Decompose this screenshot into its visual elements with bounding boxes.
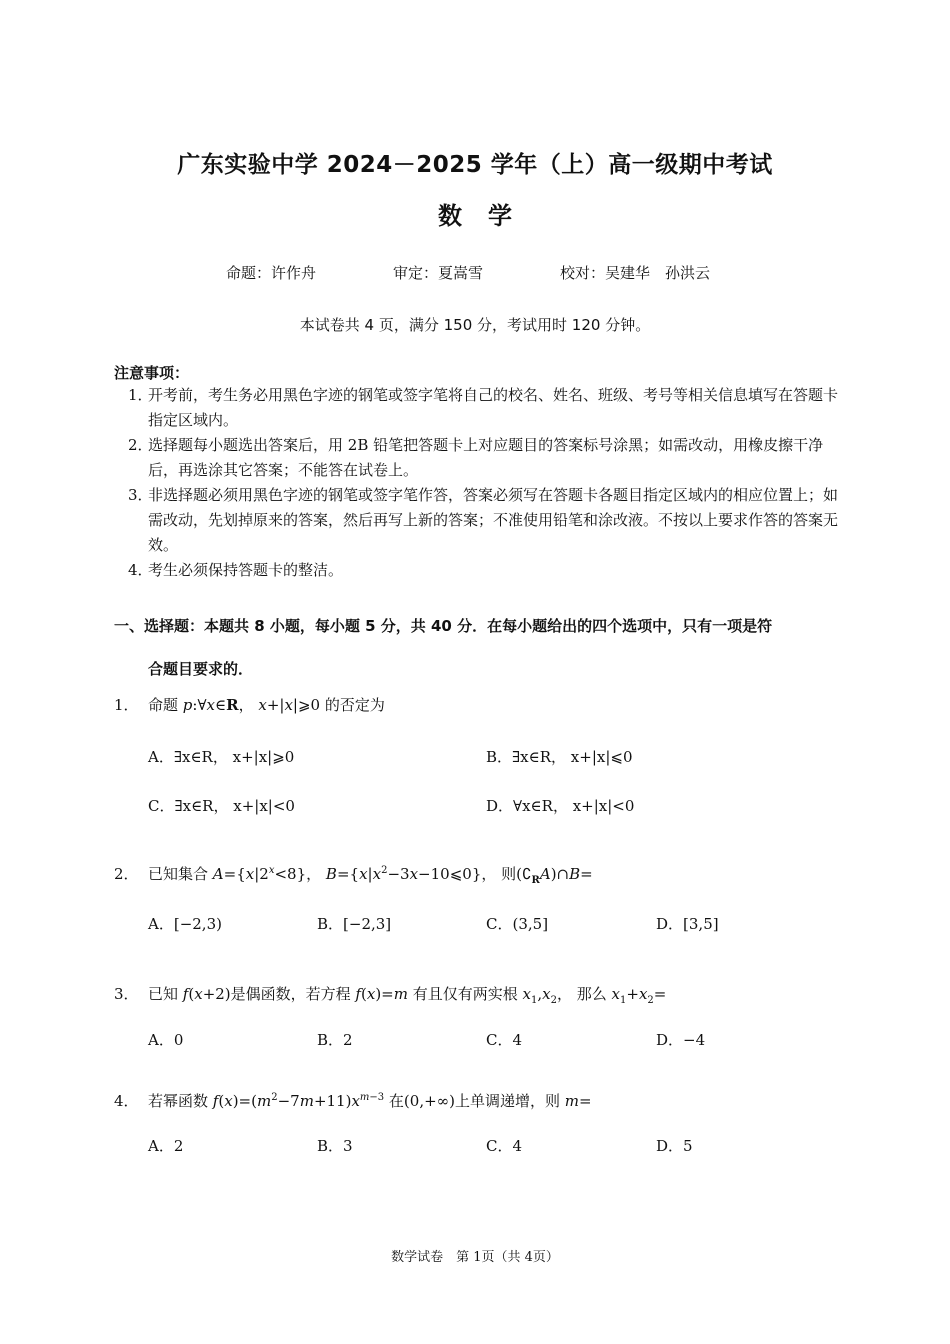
notice-heading: 注意事项： bbox=[114, 364, 190, 382]
option-label: B． bbox=[317, 915, 344, 933]
stem-prefix: 已知 bbox=[148, 985, 179, 1003]
credit-proofreader: 校对：吴建华 孙洪云 bbox=[560, 264, 711, 282]
question-stem bbox=[148, 1090, 592, 1111]
option-label: A． bbox=[148, 748, 174, 766]
option-label: A． bbox=[148, 915, 174, 933]
option-a[interactable] bbox=[148, 746, 294, 767]
exam-title: 广东实验中学 2024－2025 学年（上）高一级期中考试 bbox=[177, 152, 773, 178]
section-heading-line1: 一、选择题：本题共 8 小题，每小题 5 分，共 40 分．在每小题给出的四个选项中，只有一项是符 bbox=[114, 617, 773, 635]
option-text: [−2,3) bbox=[173, 915, 222, 933]
option-label: C． bbox=[486, 915, 513, 933]
option-b[interactable] bbox=[486, 746, 633, 767]
option-text: 4 bbox=[512, 1031, 523, 1049]
option-text: ∃x∈R， x+|x|<0 bbox=[174, 797, 295, 815]
option-b[interactable] bbox=[317, 913, 391, 934]
option-c[interactable] bbox=[486, 1029, 522, 1050]
notice-item bbox=[128, 483, 840, 558]
notice-text: 非选择题必须用黑色字迹的钢笔或签字笔作答，答案必须写在答题卡各题目指定区域内的相应位置上；如需改动，先划掉原来的答案，然后再写上新的答案；不准使用铅笔和涂改液。不按以上要求作答的答案无效。 bbox=[148, 486, 839, 554]
question-number: 4． bbox=[114, 1092, 139, 1110]
page-footer: 数学试卷 第 1页（共 4页） bbox=[391, 1250, 559, 1265]
option-a[interactable] bbox=[148, 1135, 183, 1156]
stem-math: $f(x)=(m^2-7m+11)x^{m-3}$ 在(0,+∞)上单调递增，则 m= bbox=[212, 1092, 592, 1110]
option-label: D． bbox=[656, 1031, 684, 1049]
stem-prefix: 已知集合 bbox=[148, 865, 209, 883]
option-label: B． bbox=[317, 1031, 344, 1049]
option-label: A． bbox=[148, 1137, 174, 1155]
option-label: D． bbox=[486, 797, 514, 815]
option-text: 5 bbox=[683, 1137, 693, 1155]
notice-item bbox=[128, 558, 840, 583]
option-text: 2 bbox=[343, 1031, 353, 1049]
option-label: C． bbox=[486, 1031, 513, 1049]
option-label: C． bbox=[148, 797, 175, 815]
option-label: D． bbox=[656, 1137, 684, 1155]
option-text: −4 bbox=[683, 1031, 706, 1049]
stem-prefix: 命题 bbox=[148, 696, 179, 714]
notice-item bbox=[128, 383, 840, 433]
option-d[interactable] bbox=[656, 913, 719, 934]
notice-text: 考生必须保持答题卡的整洁。 bbox=[148, 561, 344, 579]
exam-info: 本试卷共 4 页，满分 150 分，考试用时 120 分钟。 bbox=[299, 316, 651, 334]
option-text: ∀x∈R， x+|x|<0 bbox=[513, 797, 635, 815]
option-text: ∃x∈R， x+|x|⩽0 bbox=[512, 748, 633, 766]
option-c[interactable] bbox=[486, 913, 548, 934]
option-d[interactable] bbox=[656, 1029, 705, 1050]
stem-math: p:∀x∈R， x+|x|⩾0 的否定为 bbox=[182, 696, 385, 714]
option-label: B． bbox=[486, 748, 513, 766]
section-heading-line2: 合题目要求的． bbox=[148, 660, 254, 678]
option-d[interactable] bbox=[656, 1135, 693, 1156]
option-b[interactable] bbox=[317, 1029, 353, 1050]
notice-text: 开考前，考生务必用黑色字迹的钢笔或签字笔将自己的校名、姓名、班级、考号等相关信息填写在答题卡指定区域内。 bbox=[148, 386, 839, 429]
stem-math: f(x+2)是偶函数，若方程 f(x)=m 有且仅有两实根 $x_1,x_2$， 那么 $x_1+x_2=$ bbox=[182, 985, 667, 1006]
notice-text: 选择题每小题选出答案后，用 2B 铅笔把答题卡上对应题目的答案标号涂黑；如需改动，用橡皮擦干净后，再选涂其它答案；不能答在试卷上。 bbox=[148, 436, 824, 479]
option-label: A． bbox=[148, 1031, 174, 1049]
option-text: 4 bbox=[512, 1137, 523, 1155]
option-d[interactable] bbox=[486, 795, 634, 816]
notice-item bbox=[128, 433, 840, 483]
option-text: [3,5] bbox=[683, 915, 719, 933]
notice-number: 3． bbox=[128, 486, 153, 504]
question-stem bbox=[148, 983, 666, 1006]
option-a[interactable] bbox=[148, 913, 222, 934]
question-number: 3． bbox=[114, 985, 139, 1003]
option-c[interactable] bbox=[148, 795, 295, 816]
notice-number: 1． bbox=[128, 386, 153, 404]
credit-author: 命题：许作舟 bbox=[226, 264, 317, 282]
question-number: 2． bbox=[114, 865, 139, 883]
option-text: ∃x∈R， x+|x|⩾0 bbox=[173, 748, 295, 766]
subject-char: 数 bbox=[438, 202, 462, 230]
option-text: 0 bbox=[173, 1031, 184, 1049]
option-text: [−2,3] bbox=[343, 915, 392, 933]
option-text: 3 bbox=[343, 1137, 353, 1155]
notice-number: 2． bbox=[128, 436, 153, 454]
option-label: D． bbox=[656, 915, 684, 933]
credit-reviewer: 审定：夏嵩雪 bbox=[393, 264, 484, 282]
question-number: 1． bbox=[114, 696, 139, 714]
question-stem bbox=[148, 863, 593, 886]
option-a[interactable] bbox=[148, 1029, 183, 1050]
subject-title bbox=[0, 196, 950, 231]
stem-math: $A=\{x|2^x<8\}$， $B=\{x|x^2-3x-10⩽0\}$， 则$(∁_RA)\cap B=$ bbox=[212, 865, 593, 886]
option-text: 2 bbox=[173, 1137, 184, 1155]
option-c[interactable] bbox=[486, 1135, 522, 1156]
notice-number: 4． bbox=[128, 561, 153, 579]
stem-prefix: 若幂函数 bbox=[148, 1092, 209, 1110]
section-heading bbox=[114, 611, 844, 685]
option-text: (3,5] bbox=[512, 915, 549, 933]
subject-char: 学 bbox=[488, 202, 512, 230]
option-label: B． bbox=[317, 1137, 344, 1155]
option-b[interactable] bbox=[317, 1135, 353, 1156]
option-label: C． bbox=[486, 1137, 513, 1155]
question-stem bbox=[148, 694, 385, 715]
